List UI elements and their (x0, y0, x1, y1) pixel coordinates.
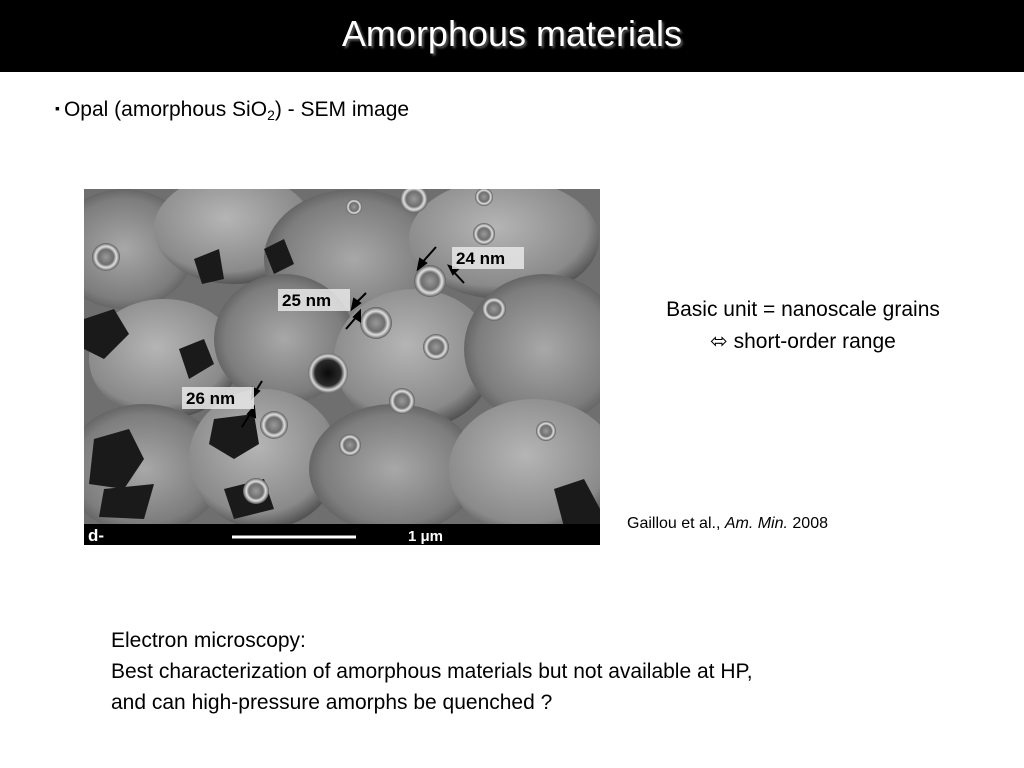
title-bar (0, 0, 1024, 72)
bullet-subscript: 2 (267, 107, 275, 123)
sem-panel-label: d- (88, 526, 105, 545)
annotation-26nm: 26 nm (186, 389, 236, 408)
citation-journal: Am. Min. (724, 515, 788, 532)
annotation-24nm: 24 nm (456, 249, 506, 268)
bottom-text (111, 625, 753, 718)
side-note-line1: Basic unit = nanoscale grains (666, 298, 940, 321)
side-note-line2 (620, 326, 986, 358)
bottom-text-line3: and can high-pressure amorphs be quenched ? (111, 691, 553, 714)
citation (627, 515, 828, 533)
slide-title: Amorphous materials (341, 13, 683, 54)
bullet-text-start: Opal (amorphous SiO (63, 98, 268, 121)
sem-footer-bar (84, 524, 600, 545)
bottom-text-line2: Best characterization of amorphous materials but not available at HP, (111, 660, 753, 683)
bullet-text-end: ) - SEM image (274, 98, 410, 121)
sem-image (84, 189, 600, 545)
bullet-item (55, 98, 409, 123)
annotation-25nm: 25 nm (282, 291, 332, 310)
bottom-text-line1: Electron microscopy: (111, 629, 306, 652)
side-note-line2-text: short-order range (733, 330, 896, 353)
citation-authors: Gaillou et al., (627, 515, 725, 532)
double-arrow-icon: ⬄ (710, 330, 728, 353)
sem-scale-label: 1 μm (408, 528, 444, 545)
side-note (620, 294, 986, 358)
bullet-marker: ▪ (55, 100, 60, 116)
citation-year: 2008 (787, 515, 828, 532)
